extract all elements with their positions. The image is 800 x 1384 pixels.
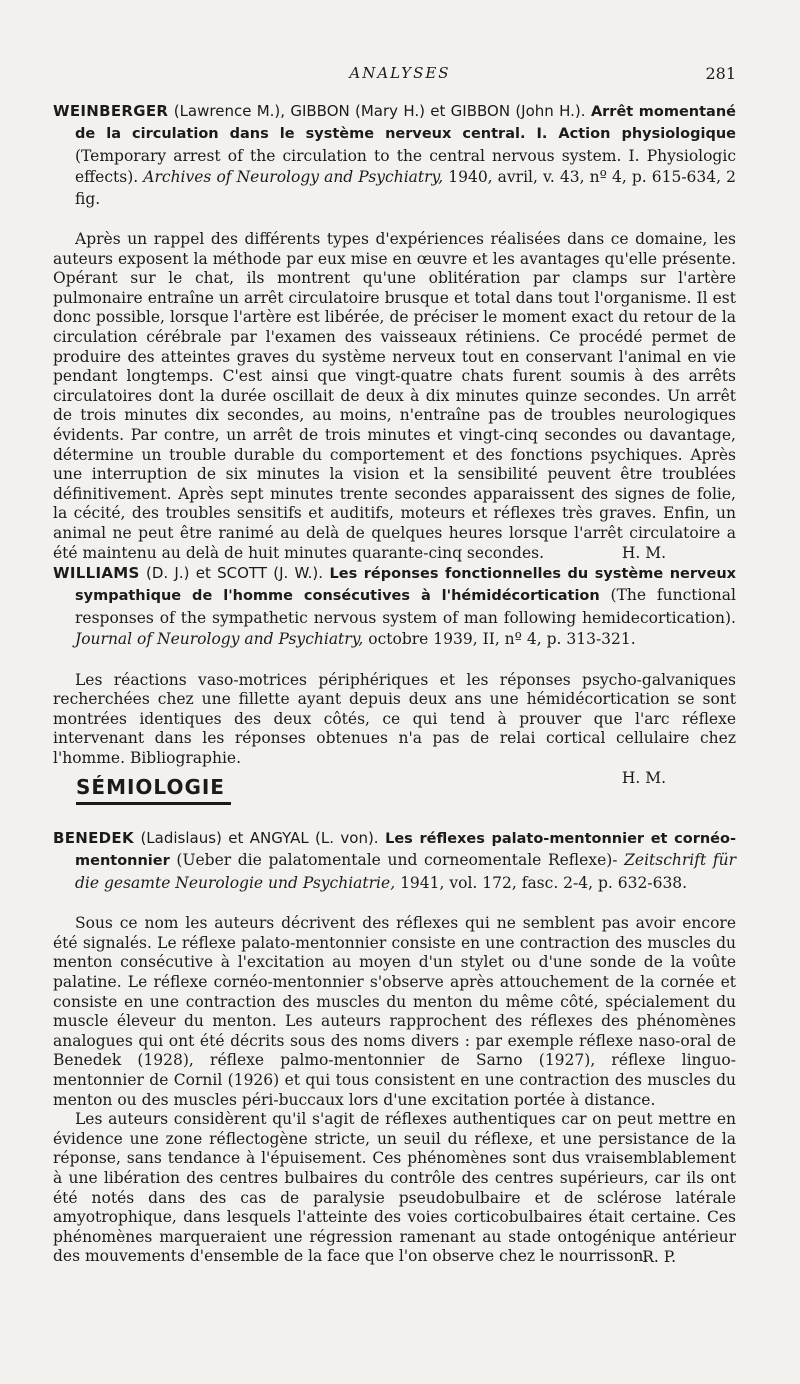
abstract-body: Après un rappel des différents types d'expériences réalisées dans ce domaine, les auteurs exposent la méthode par eux mise en œuvre et les avantages qu'elle présente. Opérant sur le chat, ils montrent qu'une oblitération par clamps sur l'artère pulmonaire entraîne un arrêt circulatoire brusque et total dans tout l'organisme. Il est donc possible, lorsque l'artère est libérée, de préciser le moment exact du retour de la circulation cérébrale par l'examen des vaisseaux rétiniens. Ce procédé permet de produire des atteintes graves du système nerveux tout en conservant l'animal en vie pendant longtemps. C'est ainsi que vingt-quatre chats furent soumis à des arrêts circulatoires dont la durée oscillait de deux à dix minutes quinze secondes. Un arrêt de trois minutes dix secondes, au moins, n'entraîne pas de troubles neurologiques évidents. Par contre, un arrêt de trois minutes et vingt-cinq secondes ou davantage, détermine un trouble durable du comportement et des fonctions psychiques. Après une interruption de six minutes la vision et la sensibilité peuvent être troublées définitivement. Après sept minutes trente secondes apparaissent des signes de folie, la cécité, des troubles sensitifs et auditifs, moteurs et réflexes très graves. Enfin, un animal ne peut être ranimé au delà de quelques heures lorsque l'arrêt circulatoire a été maintenu au delà de huit minutes quarante-cinq secondes. (53, 230, 736, 562)
reference-title-en: (The functional responses of the sympathetic nervous system of man following hemidecortication). (75, 586, 736, 627)
abstract-body: Sous ce nom les auteurs décrivent des réflexes qui ne semblent pas avoir encore été signalés. Le réflexe palato-mentonnier consiste en une contraction des muscles du menton consécutive à l'excitation au moyen d'un stylet ou d'une sonde de la voûte palatine. Le réflexe cornéo-mentonnier s'observe après attouchement de la cornée et consiste en une contraction des muscles du menton du même côté, spécialement du muscle éleveur du menton. Les auteurs rapprochent des réflexes des phénomènes analogues qui ont été décrits sous des noms divers : par exemple réflexe naso-oral de Benedek (1928), réflexe palmo-mentonnier de Sarno (1927), réflexe linguo-mentonnier de Cornil (1926) et qui tous consistent en une contraction des muscles du menton ou des muscles péri-buccaux lors d'une excitation portée à distance. (53, 914, 736, 1109)
reference-title-en: (Temporary arrest of the circulation to the central nervous system. I. Physiologic effects). (75, 146, 736, 187)
reference-title-fr: Arrêt momentané de la circulation dans le système nerveux central. I. Action physiologique (75, 104, 737, 143)
abstract-entry-benedek (53, 828, 736, 1266)
reference (53, 101, 736, 210)
reference-journal: Journal of Neurology and Psychiatry, (75, 630, 364, 649)
reference-citation: 1940, avril, v. 43, nº 4, p. 615-634, 2 fig. (75, 168, 736, 208)
reference-authors-rest: (Lawrence M.), GIBBON (Mary H.) et GIBBON (John H.). (173, 102, 586, 120)
abstract-signature: R. P. (642, 1247, 676, 1266)
reference-journal: Zeitschrift für die gesamte Neurologie und Psychiatrie, (75, 851, 736, 892)
reference-title-fr: Les réponses fonctionnelles du système nerveux sympathique de l'homme consécutives à l'hémidécortication (75, 566, 736, 605)
section-underline (76, 802, 231, 805)
reference-title-fr: Les réflexes palato-mentonnier et cornéo-mentonnier (75, 831, 736, 870)
reference-authors: WILLIAMS (53, 564, 140, 582)
section-heading: SÉMIOLOGIE (76, 775, 225, 799)
abstract-signature: H. M. (621, 544, 666, 563)
abstract-entry-weinberger (53, 101, 736, 562)
reference-citation: 1941, vol. 172, fasc. 2-4, p. 632-638. (400, 873, 688, 892)
reference-authors: WEINBERGER (53, 102, 169, 120)
reference-journal: Archives of Neurology and Psychiatry, (143, 168, 444, 187)
reference-title-en: (Ueber die palatomentale und corneomentale Reflexe)- (176, 851, 618, 870)
reference-authors-rest: (Ladislaus) et ANGYAL (L. von). (140, 829, 379, 847)
reference-authors-rest: (D. J.) et SCOTT (J. W.). (146, 564, 324, 582)
reference-authors: BENEDEK (53, 829, 134, 847)
abstract-signature: H. M. (621, 768, 666, 787)
abstract-entry-williams (53, 563, 736, 787)
abstract-body: Les réactions vaso-motrices périphériques et les réponses psycho-galvaniques recherchées chez une fillette ayant depuis deux ans une hémidécortication se sont montrées identiques des deux côtés, ce qui tend à prouver que l'arc réflexe intervenant dans les réponses obtenues n'a pas de relai cortical cellulaire chez l'homme. Bibliographie. (53, 670, 736, 767)
running-head: ANALYSES (349, 64, 451, 82)
page-number: 281 (705, 64, 736, 83)
reference (53, 828, 736, 894)
abstract-body-continued: Les auteurs considèrent qu'il s'agit de réflexes authentiques car on peut mettre en évidence une zone réflectogène stricte, un seuil du réflexe, et une persistance de la réponse, sans tendance à l'épuisement. Ces phénomènes sont dus vraisemblablement à une libération des centres bulbaires du contrôle des centres supérieurs, car ils ont été notés dans des cas de paralysie pseudobulbaire et de sclérose latérale amyotrophique, dans lesquels l'atteinte des voies corticobulbaires était certaine. Ces phénomènes marqueraient une régression ramenant au stade ontogénique antérieur des mouvements d'ensemble de la face que l'on observe chez le nourrisson. (53, 1110, 736, 1266)
reference (53, 563, 736, 651)
reference-citation: octobre 1939, II, nº 4, p. 313-321. (368, 630, 636, 649)
